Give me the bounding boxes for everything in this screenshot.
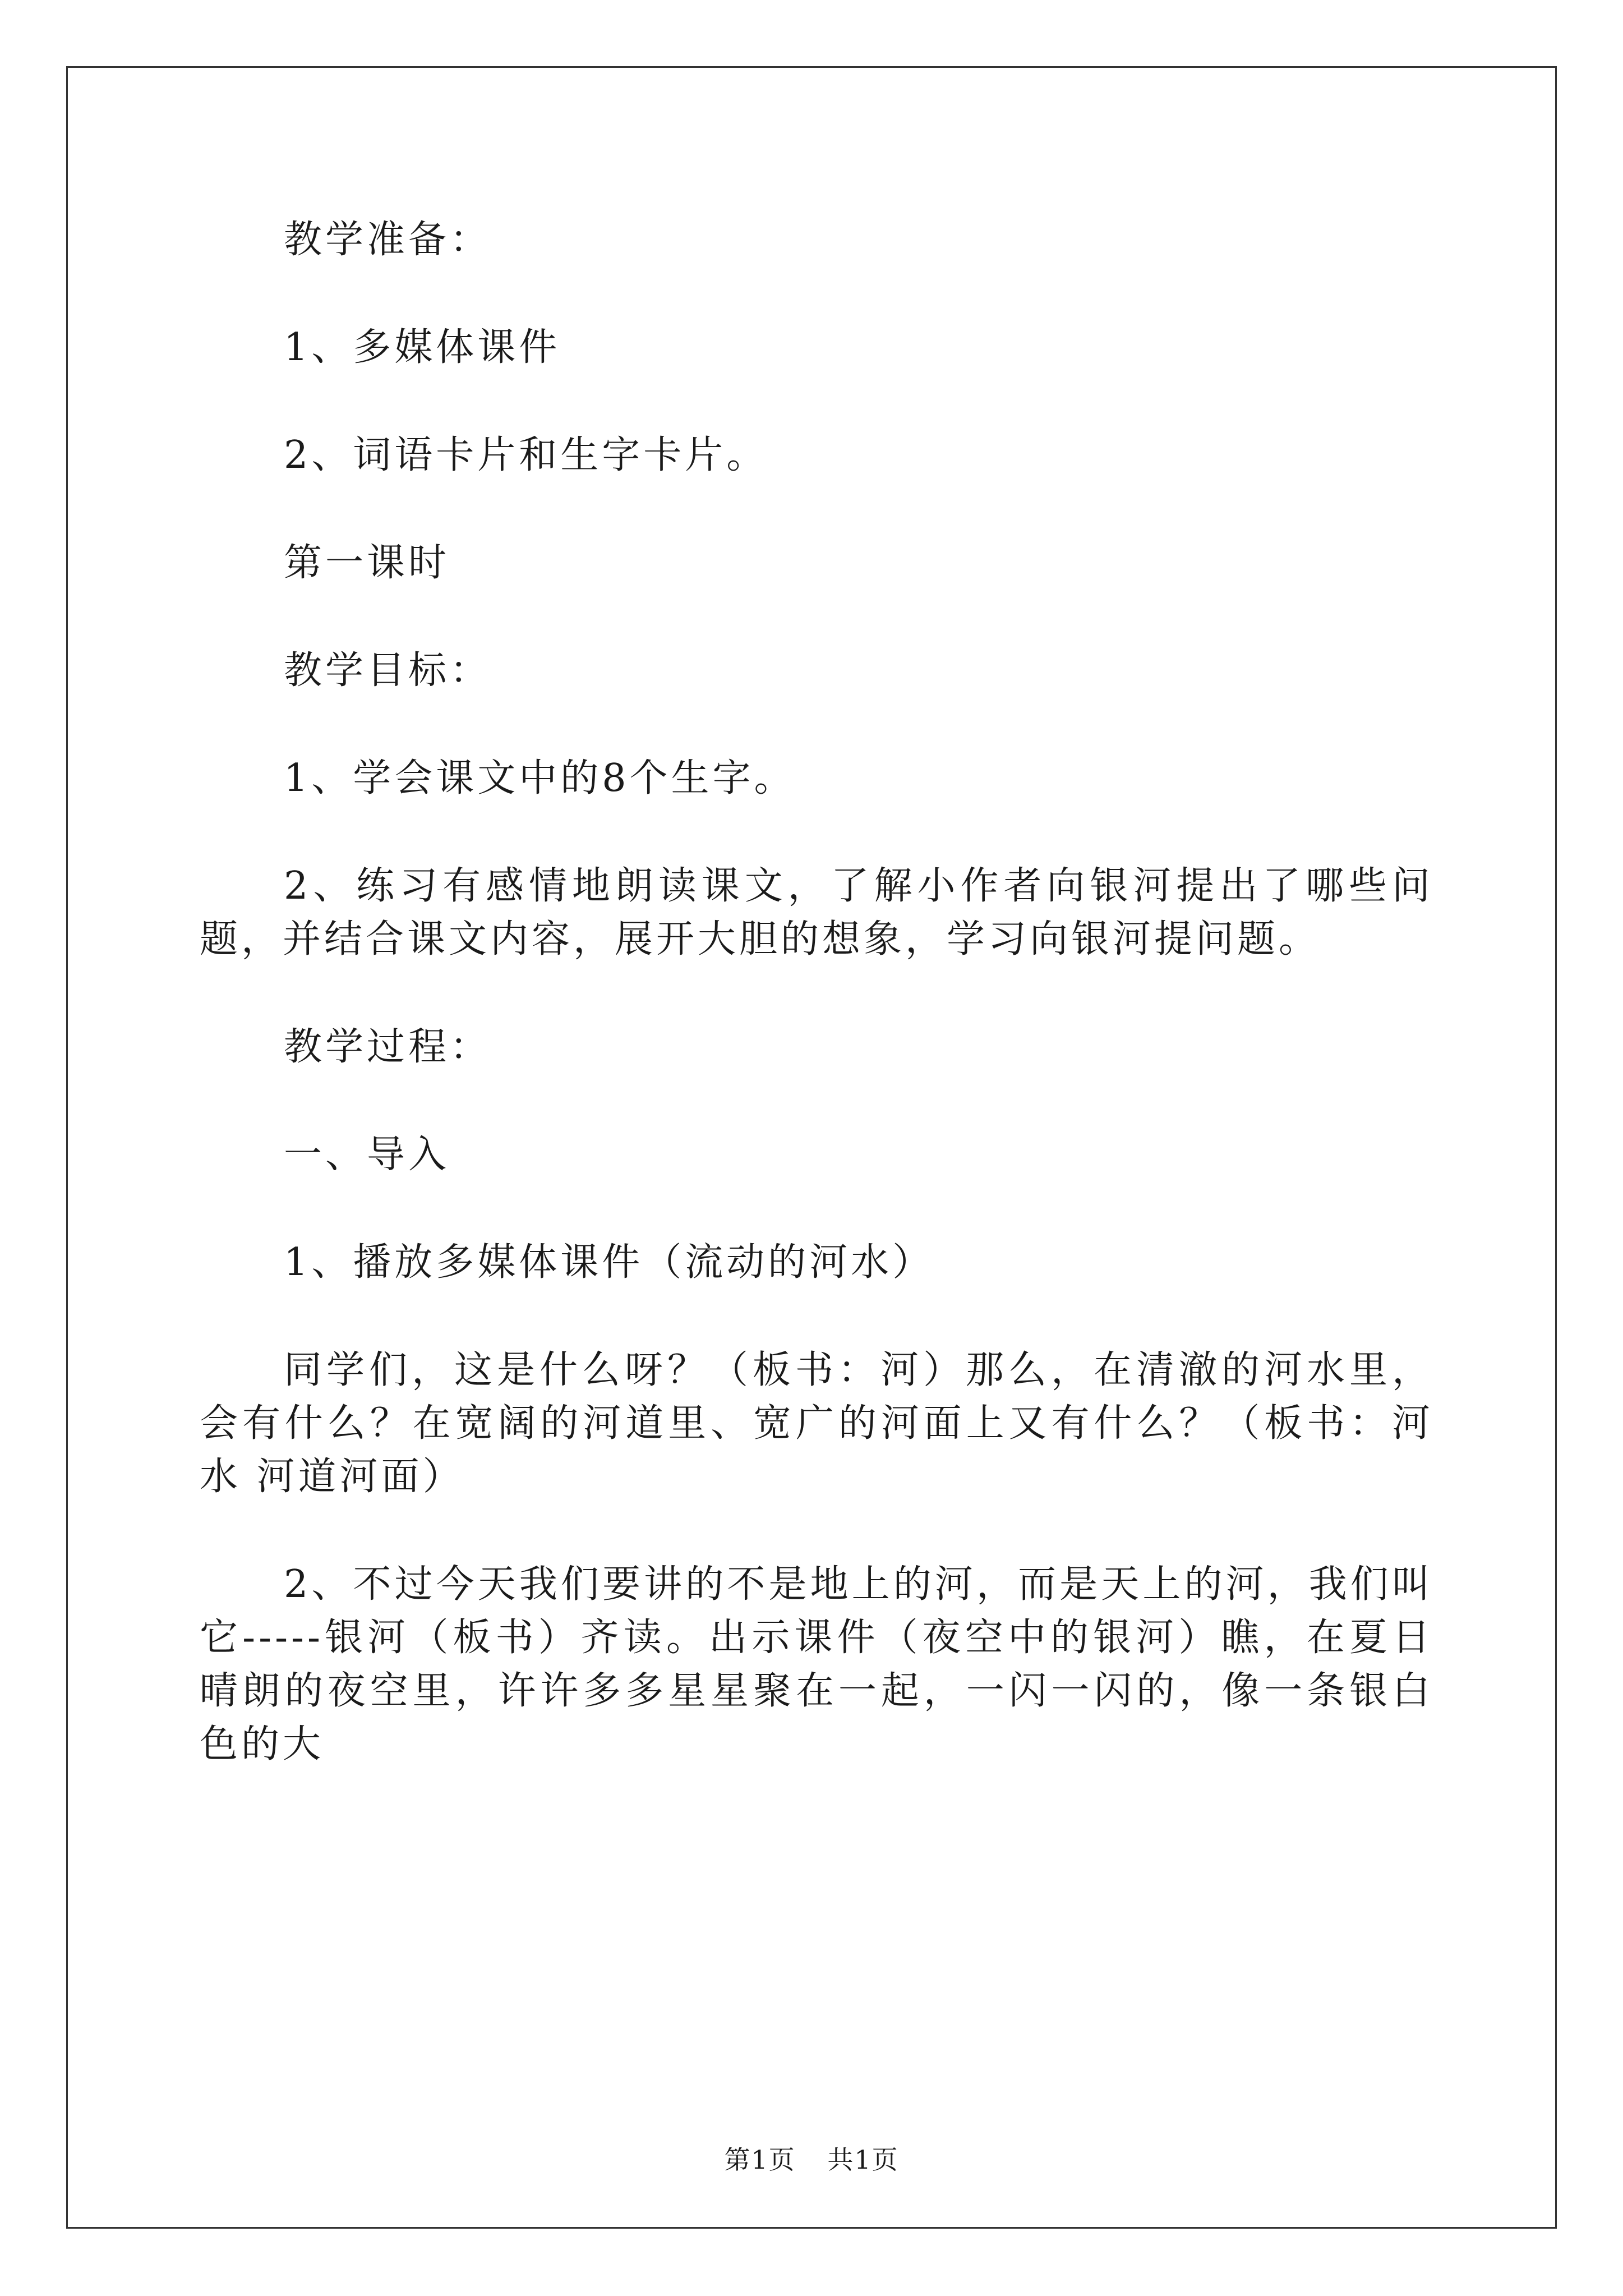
page-number: 第1页 <box>724 2145 796 2175</box>
process-paragraph-river: 同学们，这是什么呀？（板书：河）那么，在清澈的河水里，会有什么？在宽阔的河道里、宽广的河面上又有什么？（板书：河水 河道河面） <box>200 1348 1433 1499</box>
page-total: 共1页 <box>827 2145 899 2175</box>
heading-teaching-goals: 教学目标： <box>284 648 492 693</box>
section-introduction: 一、导入 <box>284 1133 450 1177</box>
heading-teaching-preparation: 教学准备： <box>284 218 492 262</box>
page-footer <box>0 2143 1623 2177</box>
document-body <box>200 213 1433 1825</box>
list-item-cards: 2、词语卡片和生字卡片。 <box>284 433 768 477</box>
list-item-multimedia: 1、多媒体课件 <box>284 325 561 370</box>
heading-first-lesson: 第一课时 <box>284 541 450 585</box>
heading-teaching-process: 教学过程： <box>284 1025 492 1069</box>
process-item-1: 1、播放多媒体课件（流动的河水） <box>284 1240 934 1285</box>
goal-item-2: 2、练习有感情地朗读课文，了解小作者向银河提出了哪些问题，并结合课文内容，展开大胆的想象，学习向银河提问题。 <box>200 864 1433 961</box>
process-item-2: 2、不过今天我们要讲的不是地上的河，而是天上的河，我们叫它-----银河（板书）齐读。出示课件（夜空中的银河）瞧，在夏日晴朗的夜空里，许许多多星星聚在一起，一闪一闪的，像一条银白色的大 <box>200 1562 1433 1766</box>
goal-item-1: 1、学会课文中的8个生字。 <box>284 756 796 800</box>
